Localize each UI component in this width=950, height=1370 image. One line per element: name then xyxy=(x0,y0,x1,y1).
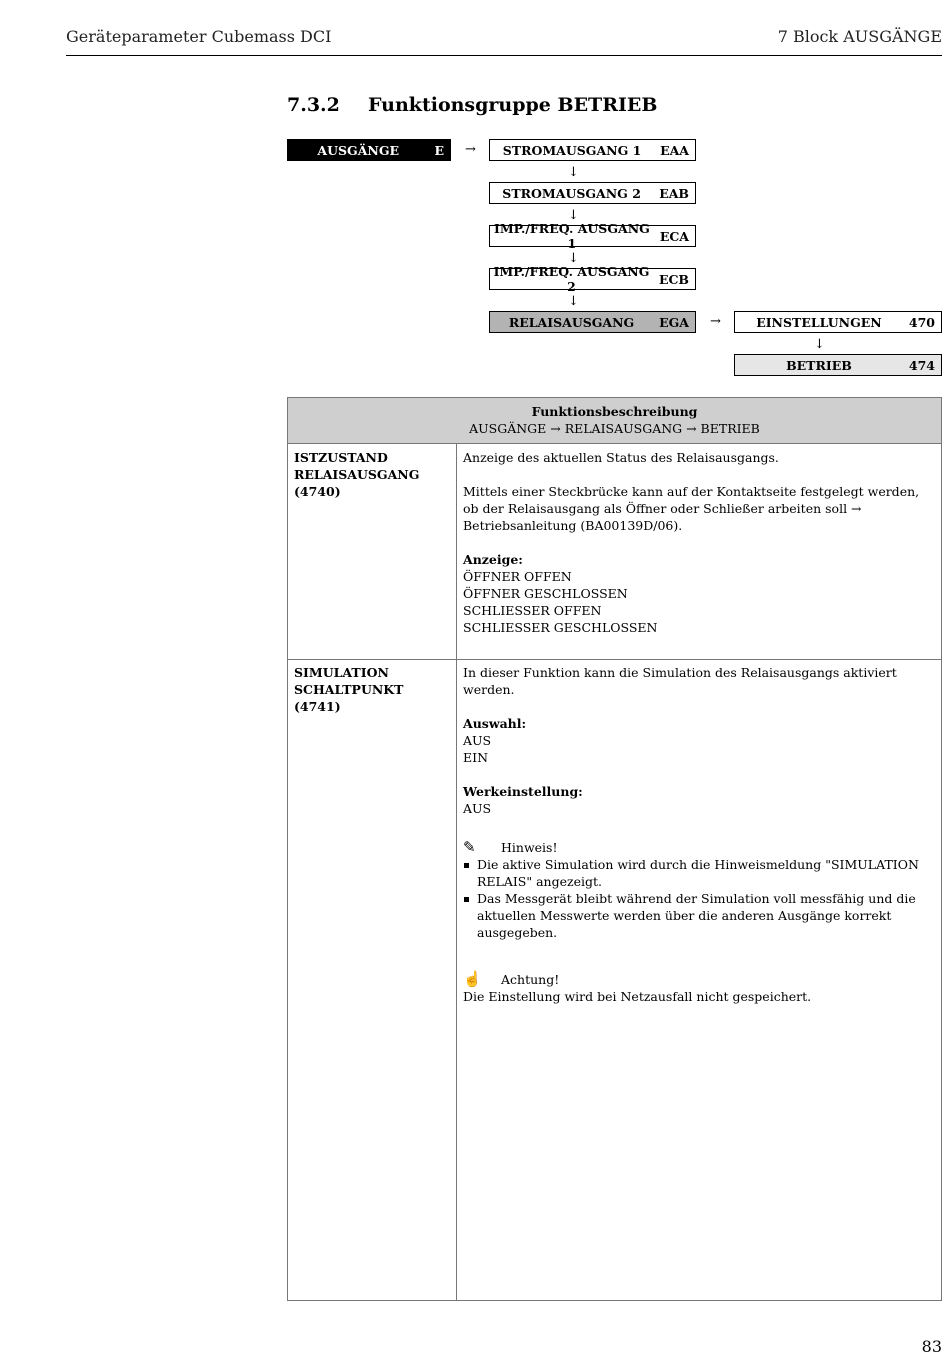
section-number: 7.3.2 xyxy=(287,94,340,116)
description-text: Mittels einer Steckbrücke kann auf der Kontaktseite festgelegt werden, ob der Relaisausgang als Öffner oder Schließer arbeiten soll → Betriebsanleitung (BA00139D/06). xyxy=(463,484,920,533)
pencil-icon: ✎ xyxy=(463,838,476,856)
arrow-right-icon: → xyxy=(710,314,721,329)
option-item: SCHLIESSER GESCHLOSSEN xyxy=(463,620,658,635)
arrow-down-icon: ↓ xyxy=(814,337,825,352)
note-bullet xyxy=(463,856,935,890)
note-heading xyxy=(463,839,935,856)
function-name-line: RELAISAUSGANG xyxy=(294,467,420,482)
menu-group-label: IMP./FREQ. AUSGANG 2 xyxy=(493,264,650,294)
option-item: ÖFFNER GESCHLOSSEN xyxy=(463,586,628,601)
menu-sub-box-active xyxy=(734,354,942,376)
function-name-4741 xyxy=(294,664,452,715)
menu-root-label: AUSGÄNGE xyxy=(317,142,400,158)
menu-group-label: STROMAUSGANG 2 xyxy=(502,185,641,201)
menu-group-label: IMP./FREQ. AUSGANG 1 xyxy=(494,221,650,251)
section-title: Funktionsgruppe BETRIEB xyxy=(368,94,658,116)
note-item: Das Messgerät bleibt während der Simulation voll messfähig und die aktuellen Messwerte werden über die anderen Ausgänge korrekt ausgegeben. xyxy=(477,891,916,940)
arrow-down-icon: ↓ xyxy=(568,208,579,223)
table-header-path: AUSGÄNGE → RELAISAUSGANG → BETRIEB xyxy=(469,421,760,436)
menu-group-label: STROMAUSGANG 1 xyxy=(502,142,642,158)
menu-sub-code: 474 xyxy=(908,357,935,373)
function-name-line: SIMULATION xyxy=(294,665,389,680)
menu-sub-code: 470 xyxy=(908,314,935,330)
arrow-down-icon: ↓ xyxy=(568,251,579,266)
menu-group-box xyxy=(489,139,696,161)
function-code: (4741) xyxy=(294,699,341,714)
table-divider-horizontal xyxy=(288,659,941,660)
note-item: Die aktive Simulation wird durch die Hinweismeldung "SIMULATION RELAIS" angezeigt. xyxy=(477,857,919,889)
menu-group-code: ECB xyxy=(658,271,689,287)
option-item: SCHLIESSER OFFEN xyxy=(463,603,602,618)
function-table xyxy=(287,397,942,1301)
table-header-title: Funktionsbeschreibung xyxy=(531,404,698,419)
option-item: AUS xyxy=(463,733,492,748)
menu-root-box xyxy=(287,139,451,161)
menu-group-label: RELAISAUSGANG xyxy=(508,314,635,330)
function-name-4740 xyxy=(294,449,452,500)
menu-sub-box xyxy=(734,311,942,333)
description-text: Anzeige des aktuellen Status des Relaisausgangs. xyxy=(463,450,779,465)
default-value: AUS xyxy=(463,801,492,816)
note-bullet xyxy=(463,890,935,941)
page-number: 83 xyxy=(921,1337,942,1356)
option-item: ÖFFNER OFFEN xyxy=(463,569,572,584)
menu-group-code: EAA xyxy=(660,142,689,158)
description-text: In dieser Funktion kann die Simulation des Relaisausgangs aktiviert werden. xyxy=(463,665,897,697)
menu-root-code: E xyxy=(434,142,444,158)
table-divider-vertical xyxy=(456,443,457,1300)
arrow-down-icon: ↓ xyxy=(568,165,579,180)
bullet-icon xyxy=(463,856,477,890)
caution-heading xyxy=(463,971,935,988)
table-header xyxy=(288,398,941,444)
display-label: Anzeige: xyxy=(463,552,523,567)
default-label: Werkeinstellung: xyxy=(463,784,583,799)
function-description-4741 xyxy=(463,664,935,1005)
function-code: (4740) xyxy=(294,484,341,499)
bullet-icon xyxy=(463,890,477,941)
function-name-line: ISTZUSTAND xyxy=(294,450,388,465)
caution-title: Achtung! xyxy=(501,972,560,987)
menu-group-box xyxy=(489,264,696,294)
menu-group-code: ECA xyxy=(659,228,689,244)
menu-group-code: EGA xyxy=(659,314,689,330)
header-rule xyxy=(66,55,942,56)
caution-text: Die Einstellung wird bei Netzausfall nicht gespeichert. xyxy=(463,989,812,1004)
arrow-right-icon: → xyxy=(465,142,476,157)
menu-group-code: EAB xyxy=(659,185,689,201)
option-item: EIN xyxy=(463,750,488,765)
running-header-left: Geräteparameter Cubemass DCI xyxy=(66,27,332,46)
menu-sub-label: EINSTELLUNGEN xyxy=(756,314,882,330)
hand-icon: ☝ xyxy=(463,970,482,988)
arrow-down-icon: ↓ xyxy=(568,294,579,309)
function-name-line: SCHALTPUNKT xyxy=(294,682,404,697)
running-header-right: 7 Block AUSGÄNGE xyxy=(777,27,942,46)
menu-sub-label: BETRIEB xyxy=(786,357,852,373)
note-title: Hinweis! xyxy=(501,840,558,855)
menu-group-box xyxy=(489,221,696,251)
menu-group-box-active xyxy=(489,311,696,333)
select-label: Auswahl: xyxy=(463,716,527,731)
function-description-4740 xyxy=(463,449,935,636)
menu-group-box xyxy=(489,182,696,204)
